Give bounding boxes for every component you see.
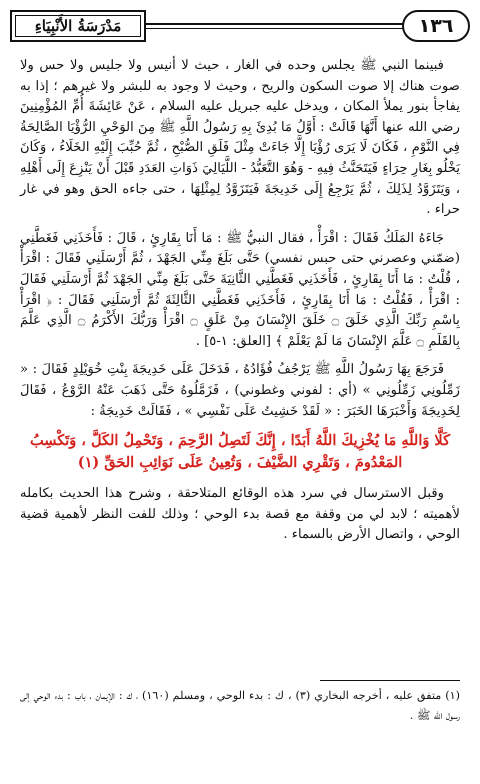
- footnote-divider: [320, 680, 460, 681]
- paragraph-4: وقبل الاسترسال في سرد هذه الوقائع المتلاحقة ، وشرح هذا الحديث بكامله لأهميته ؛ لابد لي من وقفة مع قصة بدء الوحي ؛ وذلك للفت النظر لأهمية قضية الوحي ، واتصال الأرض بالسماء .: [20, 486, 460, 543]
- highlighted-quote: كَلَّا وَاللَّهِ مَا يُخْزِيكَ اللَّهُ أَبَدًا ، إِنَّكَ لَتَصِلُ الرَّحِمَ ، وَتَحْمِلُ الكَلَّ ، وَتَكْسِبُ المَعْدُومَ ، وَتَقْرِي الضَّيْفَ ، وَتُعِينُ عَلَى نَوَائِبِ الحَقِّ (١): [30, 432, 450, 472]
- header-rule-thin: [144, 28, 404, 29]
- header-rule: [144, 23, 404, 25]
- paragraph-2: جَاءَهُ المَلَكُ فَقَالَ : اقْرَأْ ، فقال النبيُّ ﷺ : مَا أَنَا بِقَارِئٍ ، قَالَ : فَأَخَذَنِي فَغَطَّنِي (ضمّني وعصرني حتى حبس نفسي) حَتَّى بَلَغَ مِنِّي الجَهْدَ ، ثُمَّ أَرْسَلَنِي فَقَالَ : اقْرَأْ ، قُلْتُ : مَا أَنَا بِقَارِئٍ ، فَأَخَذَنِي فَغَطَّنِي الثَّانِيَةَ حَتَّى بَلَغَ مِنِّي الجَهْدَ ثُمَّ أَرْسَلَنِي فَقَالَ : اقْرَأْ ، فَقُلْتُ : مَا أَنَا بِقَارِئٍ ، فَأَخَذَنِي فَغَطَّنِي الثَّالِثَةَ ثُمَّ أَرْسَلَنِي فَقَالَ : ﴿ اقْرَأْ بِاسْمِ رَبِّكَ الَّذِي خَلَقَ ۝ خَلَقَ الإِنْسَانَ مِنْ عَلَقٍ ۝ اقْرَأْ وَرَبُّكَ الأَكْرَمُ ۝ الَّذِي عَلَّمَ بِالقَلَمِ ۝ عَلَّمَ الإِنْسَانَ مَا لَمْ يَعْلَمْ ﴾ [العلق: ١-٥] .: [20, 230, 460, 349]
- page-number: ١٣٦: [402, 10, 470, 42]
- page-header: [8, 8, 472, 42]
- body-text: [20, 56, 460, 554]
- book-title: مَدْرَسَةُ الأَنْبِيَاءِ: [10, 10, 146, 42]
- footnote: (١) متفق عليه ، أخرجه البخاري (٣) ، ك : بدء الوحي ، ومسلم (١٦٠) ، ك : الإيمان ، باب : بدء الوحي إلى رسول الله ﷺ .: [20, 689, 460, 722]
- paragraph-1: فبينما النبي ﷺ يجلس وحده في الغار ، حيث لا أنيس ولا جليس ولا حس ولا صوت هناك إلا صوت السكون والريح ، وحيث لا وجود به للبشر ولا غيرهم ؛ إذا به يفاجأ بنور يملأ المكان ، ويدخل عليه جبريل عليه السلام ، عَنْ عَائِشَةَ أُمِّ المُؤْمِنِينَ رضي الله عنها أَنَّهَا قَالَتْ : أَوَّلُ مَا بُدِئَ بِهِ رَسُولُ اللَّهِ ﷺ مِنَ الوَحْيِ الرُّؤْيَا الصَّالِحَةُ فِي النَّوْمِ ، فَكَانَ لَا يَرَى رُؤْيَا إِلَّا جَاءَتْ مِثْلَ فَلَقِ الصُّبْحِ ، ثُمَّ حُبِّبَ إِلَيْهِ الخَلَاءُ ، وَكَانَ يَخْلُو بِغَارِ حِرَاءٍ فَيَتَحَنَّثُ فِيهِ - وَهُوَ التَّعَبُّدُ - اللَّيَالِيَ ذَوَاتِ العَدَدِ قَبْلَ أَنْ يَنْزِعَ إِلَى أَهْلِهِ ، وَيَتَزَوَّدُ لِذَلِكَ ، ثُمَّ يَرْجِعُ إِلَى خَدِيجَةَ فَيَتَزَوَّدُ لِمِثْلِهَا ، حتى جاءه الحق وهو في غار حراء .: [20, 58, 460, 218]
- paragraph-3: فَرَجَعَ بِهَا رَسُولُ اللَّهِ ﷺ يَرْجُفُ فُؤَادُهُ ، فَدَخَلَ عَلَى خَدِيجَةَ بِنْتِ خُوَيْلِدٍ فَقَالَ : « زَمِّلُونِي زَمِّلُونِي » (أي : لفوني وغطوني) ، فَزَمَّلُوهُ حَتَّى ذَهَبَ عَنْهُ الرَّوْعُ ، فَقَالَ لِخَدِيجَةَ وَأَخْبَرَهَا الخَبَرَ : « لَقَدْ خَشِيتُ عَلَى نَفْسِي » ، فَقَالَتْ خَدِيجَةُ :: [20, 362, 460, 419]
